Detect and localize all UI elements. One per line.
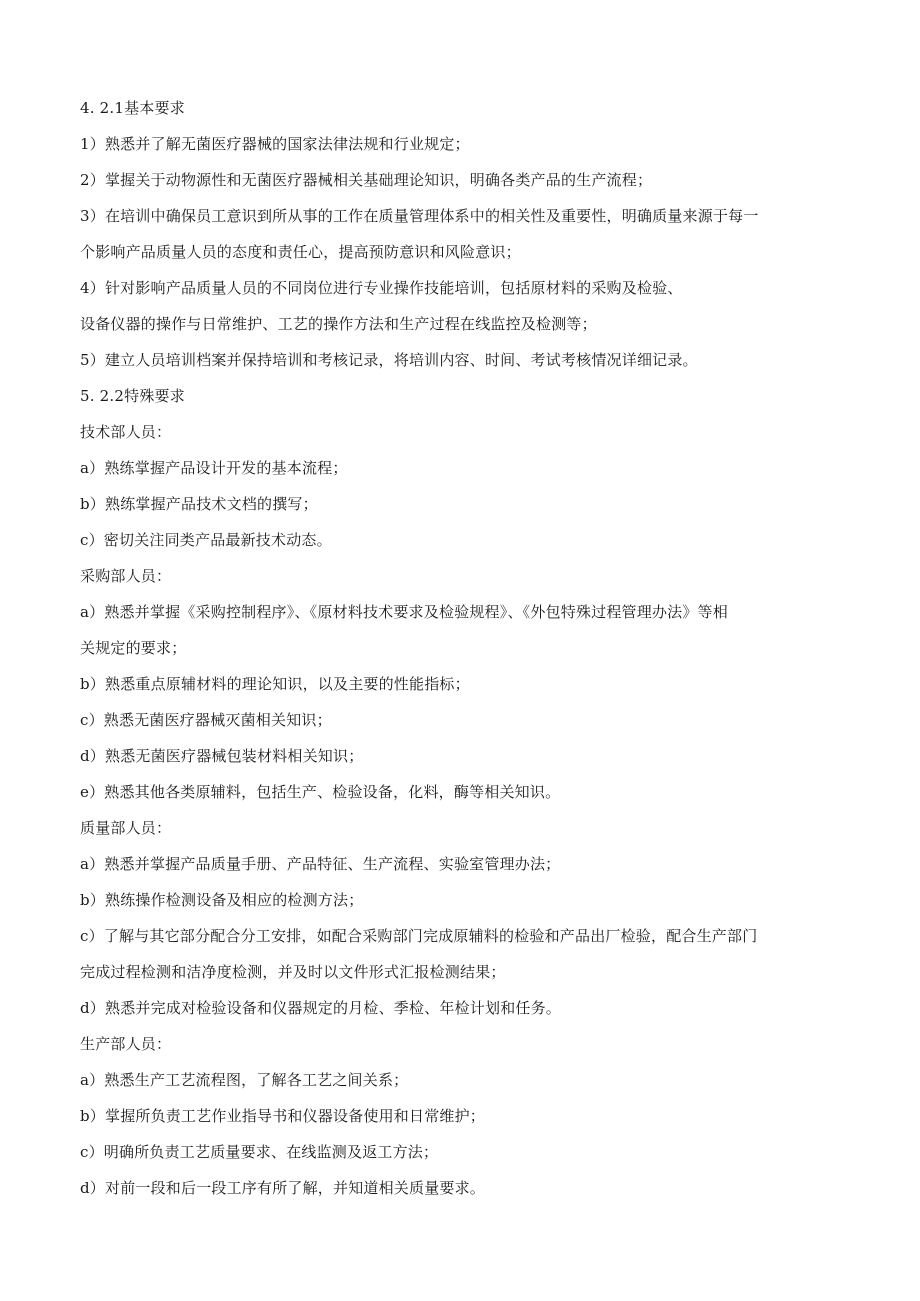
production-item: c）明确所负责工艺质量要求、在线监测及返工方法；	[80, 1143, 439, 1161]
section-heading-basic: 4. 2.1基本要求	[80, 99, 185, 117]
tech-item: a）熟练掌握产品设计开发的基本流程；	[80, 459, 348, 477]
quality-item: a）熟悉并掌握产品质量手册、产品特征、生产流程、实验室管理办法；	[80, 855, 561, 873]
section-heading-special: 5. 2.2特殊要求	[80, 387, 185, 405]
document-body	[80, 90, 850, 1206]
basic-item-continued: 设备仪器的操作与日常维护、工艺的操作方法和生产过程在线监控及检测等；	[80, 315, 597, 333]
tech-item: c）密切关注同类产品最新技术动态。	[80, 531, 332, 549]
purchase-item: a）熟悉并掌握《采购控制程序》、《原材料技术要求及检验规程》、《外包特殊过程管理办法》等相	[80, 603, 728, 621]
basic-item-continued: 个影响产品质量人员的态度和责任心，提高预防意识和风险意识；	[80, 243, 521, 261]
production-item: a）熟悉生产工艺流程图，了解各工艺之间关系；	[80, 1071, 409, 1089]
basic-item: 5）建立人员培训档案并保持培训和考核记录，将培训内容、时间、考试考核情况详细记录。	[80, 351, 698, 369]
production-item: b）掌握所负责工艺作业指导书和仪器设备使用和日常维护；	[80, 1107, 486, 1125]
purchase-item-continued: 关规定的要求；	[80, 639, 187, 657]
production-dept-title: 生产部人员：	[80, 1035, 172, 1053]
quality-item: b）熟练操作检测设备及相应的检测方法；	[80, 891, 364, 909]
purchase-item: e）熟悉其他各类原辅料，包括生产、检验设备，化料，酶等相关知识。	[80, 783, 561, 801]
basic-item: 2）掌握关于动物源性和无菌医疗器械相关基础理论知识，明确各类产品的生产流程；	[80, 171, 653, 189]
basic-item: 3）在培训中确保员工意识到所从事的工作在质量管理体系中的相关性及重要性，明确质量来源于每一	[80, 207, 759, 225]
purchase-dept-title: 采购部人员：	[80, 567, 172, 585]
basic-item: 1）熟悉并了解无菌医疗器械的国家法律法规和行业规定；	[80, 135, 470, 153]
production-item: d）对前一段和后一段工序有所了解，并知道相关质量要求。	[80, 1179, 486, 1197]
purchase-item: d）熟悉无菌医疗器械包装材料相关知识；	[80, 747, 364, 765]
tech-dept-title: 技术部人员：	[80, 423, 172, 441]
quality-item: d）熟悉并完成对检验设备和仪器规定的月检、季检、年检计划和任务。	[80, 999, 562, 1017]
basic-item: 4）针对影响产品质量人员的不同岗位进行专业操作技能培训，包括原材料的采购及检验、	[80, 279, 683, 297]
purchase-item: c）熟悉无菌医疗器械灭菌相关知识；	[80, 711, 332, 729]
purchase-item: b）熟悉重点原辅材料的理论知识，以及主要的性能指标；	[80, 675, 470, 693]
quality-item-continued: 完成过程检测和洁净度检测，并及时以文件形式汇报检测结果；	[80, 963, 506, 981]
quality-dept-title: 质量部人员：	[80, 819, 172, 837]
quality-item: c）了解与其它部分配合分工安排，如配合采购部门完成原辅料的检验和产品出厂检验，配合生产部门	[80, 927, 758, 945]
tech-item: b）熟练掌握产品技术文档的撰写；	[80, 495, 318, 513]
